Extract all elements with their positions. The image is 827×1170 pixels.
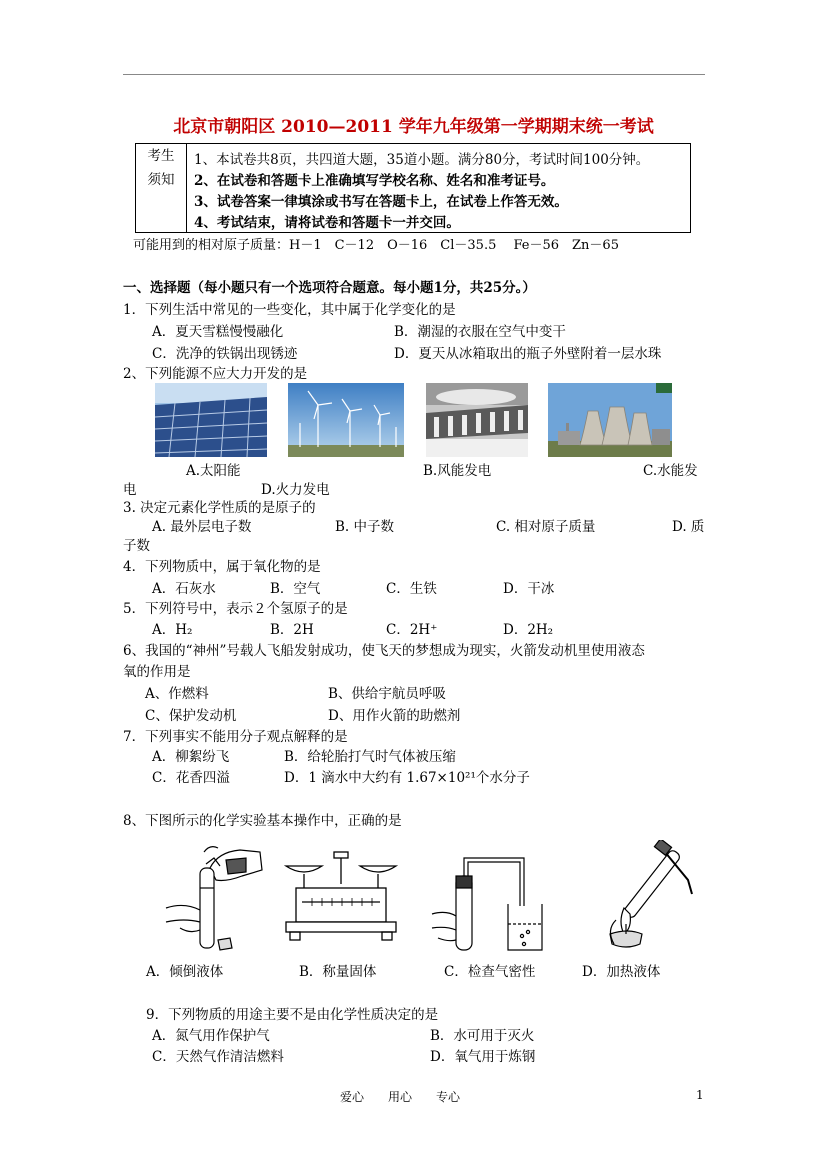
q5-option-c: C．2H⁺ — [386, 622, 438, 638]
q6-stem-line1: 6、我国的“神州”号载人飞船发射成功，使飞天的梦想成为现实，火箭发动机里使用液态 — [123, 643, 645, 659]
q9-option-a: A．氮气用作保护气 — [152, 1028, 270, 1044]
q6-option-c: C、保护发动机 — [145, 708, 237, 724]
balance-scale-diagram — [282, 848, 400, 948]
q6-stem-line2: 氧的作用是 — [123, 664, 191, 680]
q7-option-a: A．柳絮纷飞 — [152, 749, 230, 765]
q2-option-b: B.风能发电 — [423, 463, 492, 479]
page-number: 1 — [696, 1088, 704, 1102]
q7-stem: 7．下列事实不能用分子观点解释的是 — [123, 729, 348, 745]
q4-stem: 4．下列物质中，属于氧化物的是 — [123, 559, 321, 575]
q2-option-c-continued: 电 — [123, 482, 137, 498]
q4-option-d: D．干冰 — [503, 581, 555, 597]
q8-stem: 8、下图所示的化学实验基本操作中，正确的是 — [123, 813, 402, 829]
q1-option-a: A．夏天雪糕慢慢融化 — [152, 324, 284, 340]
hydropower-dam-photo — [426, 383, 528, 457]
q4-option-a: A．石灰水 — [152, 581, 216, 597]
q9-option-b: B．水可用于灭火 — [430, 1028, 535, 1044]
q1-option-b: B．潮湿的衣服在空气中变干 — [394, 324, 566, 340]
notes-label-line1: 考生 — [147, 148, 175, 164]
q9-option-d: D．氧气用于炼钢 — [430, 1049, 536, 1065]
notes-line-3: 3、试卷答案一律填涂或书写在答题卡上，在试卷上作答无效。 — [194, 194, 568, 210]
notes-box — [135, 143, 691, 233]
q6-option-d: D、用作火箭的助燃剂 — [328, 708, 461, 724]
q7-option-d: D．1 滴水中大约有 1.67×10²¹个水分子 — [284, 770, 530, 786]
q7-option-c: C．花香四溢 — [152, 770, 230, 786]
q5-option-d: D．2H₂ — [503, 622, 554, 638]
header-rule — [123, 74, 705, 75]
q3-option-a: A. 最外层电子数 — [152, 519, 252, 535]
q9-stem: 9．下列物质的用途主要不是由化学性质决定的是 — [146, 1007, 439, 1023]
q4-option-b: B．空气 — [270, 581, 321, 597]
q1-option-c: C．洗净的铁锅出现锈迹 — [152, 346, 298, 362]
q2-option-d: D.火力发电 — [261, 482, 330, 498]
notes-label — [136, 144, 187, 232]
notes-line-1: 1、本试卷共8页，共四道大题，35道小题。满分80分，考试时间100分钟。 — [194, 152, 650, 168]
footer-motto: 爱心 用心 专心 — [340, 1090, 461, 1104]
q3-option-b: B. 中子数 — [335, 519, 395, 535]
q8-option-b: B．称量固体 — [299, 964, 377, 980]
q3-option-c: C. 相对原子质量 — [496, 519, 596, 535]
wind-turbines-photo — [288, 383, 404, 457]
q1-option-d: D．夏天从冰箱取出的瓶子外壁附着一层水珠 — [394, 346, 662, 362]
exam-title: 北京市朝阳区 2010—2011 学年九年级第一学期期末统一考试 — [173, 117, 654, 137]
atomic-masses: 可能用到的相对原子质量：H－1 C－12 O－16 Cl－35.5 Fe－56 Zn－65 — [133, 238, 619, 253]
q2-option-a: A.太阳能 — [186, 463, 241, 479]
q2-option-c: C.水能发 — [643, 463, 698, 479]
q8-option-a: A．倾倒液体 — [146, 964, 224, 980]
q7-option-b: B．给轮胎打气时气体被压缩 — [284, 749, 456, 765]
q5-option-a: A．H₂ — [152, 622, 193, 638]
q1-stem: 1．下列生活中常见的一些变化，其中属于化学变化的是 — [123, 302, 456, 318]
q9-option-c: C．天然气作清洁燃料 — [152, 1049, 284, 1065]
heating-liquid-diagram — [596, 840, 700, 958]
q2-stem: 2、下列能源不应大力开发的是 — [123, 366, 308, 382]
notes-line-4: 4、考试结束，请将试卷和答题卡一并交回。 — [194, 215, 460, 231]
notes-line-2: 2、在试卷和答题卡上准确填写学校名称、姓名和准考证号。 — [194, 173, 555, 189]
q5-option-b: B．2H — [270, 622, 314, 638]
q6-option-a: A、作燃料 — [145, 686, 209, 702]
section-heading: 一、选择题（每小题只有一个选项符合题意。每小题1分，共25分。） — [123, 280, 536, 296]
q3-option-d: D. 质 — [672, 519, 705, 535]
power-plant-photo — [548, 383, 672, 457]
q4-option-c: C．生铁 — [386, 581, 437, 597]
pouring-liquid-diagram — [160, 838, 270, 956]
q8-option-c: C．检查气密性 — [444, 964, 536, 980]
q5-stem: 5．下列符号中，表示２个氢原子的是 — [123, 601, 348, 617]
q8-option-d: D．加热液体 — [582, 964, 661, 980]
q3-stem: 3. 决定元素化学性质的是原子的 — [123, 500, 316, 516]
airtightness-check-diagram — [428, 852, 548, 956]
q3-option-d-continued: 子数 — [123, 538, 150, 554]
q6-option-b: B、供给宇航员呼吸 — [328, 686, 446, 702]
solar-panels-photo — [155, 383, 267, 457]
notes-label-line2: 须知 — [147, 172, 175, 188]
